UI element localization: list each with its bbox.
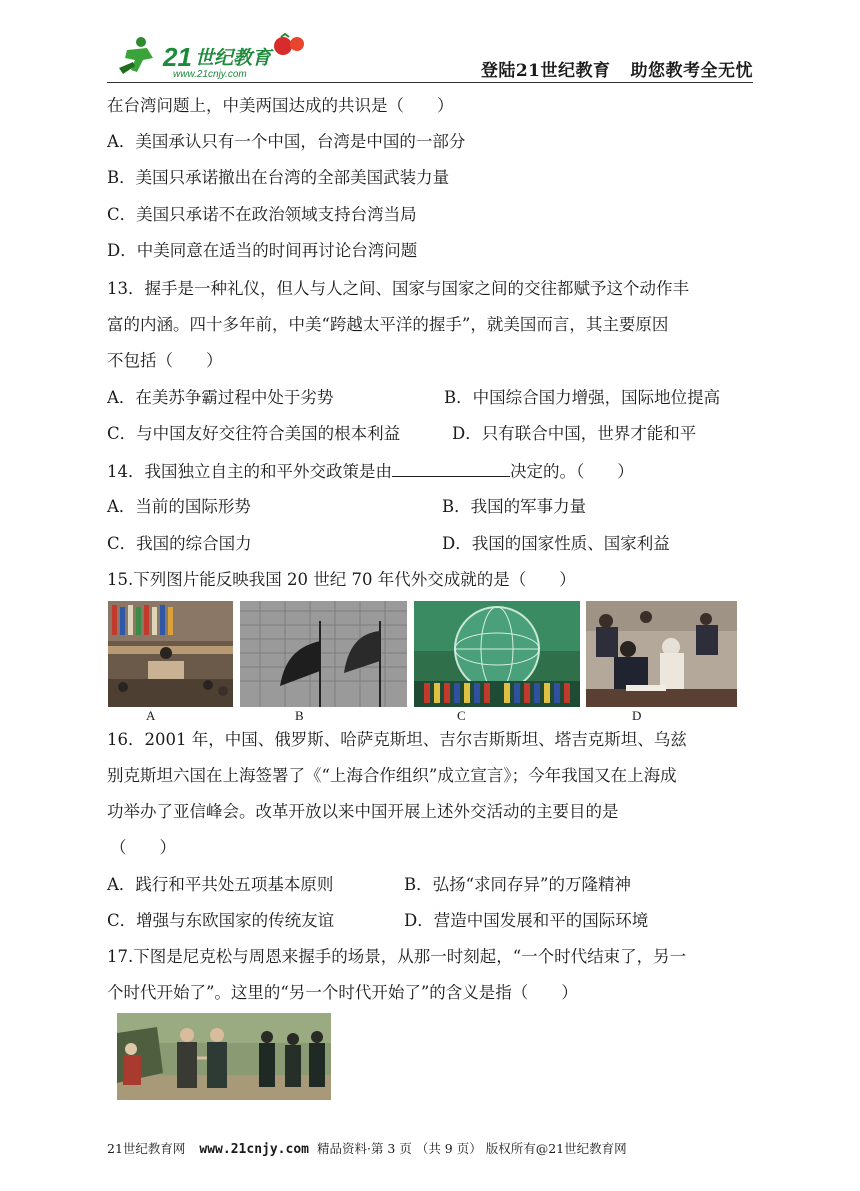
q12-option-c: C．美国只承诺不在政治领域支持台湾当局 [107,205,417,224]
footer-url-link[interactable]: www.21cnjy.com [199,1142,309,1157]
photo-caption-a: A [146,708,156,723]
q13-stem-line3: 不包括（ ） [107,351,223,370]
slogan-left: 登陆21世纪教育 [480,61,611,81]
q14-option-c: C．我国的综合国力 [107,534,252,553]
svg-text:世纪教育: 世纪教育 [195,47,272,69]
q14-stem-before: 14．我国独立自主的和平外交政策是由 [107,462,392,481]
q16-stem-line4: （ ） [110,838,176,857]
header-slogan [461,56,753,81]
footer-site-name: 21世纪教育网 [107,1141,186,1156]
slogan-right: 助您教考全无忧 [630,61,753,81]
q13-option-d: D．只有联合中国，世界才能和平 [452,424,697,443]
q12-stem: 在台湾问题上，中美两国达成的共识是（ ） [107,96,454,115]
q14-stem [107,460,634,483]
photo-nixon-zhou-handshake [117,1013,331,1100]
site-logo [113,32,313,80]
q14-option-a: A．当前的国际形势 [107,497,251,516]
q14-answer-blank[interactable] [392,460,510,477]
page-header [107,30,753,82]
q16-option-b: B．弘扬“求同存异”的万隆精神 [404,875,631,894]
q16-option-c: C．增强与东欧国家的传统友谊 [107,911,335,930]
running-figure-icon [119,37,153,74]
footer-page-info: 精品资料·第 3 页 （共 9 页） 版权所有@21世纪教育网 [316,1141,627,1156]
q12-option-d: D．中美同意在适当的时间再讨论台湾问题 [107,241,418,260]
q15-stem: 15.下列图片能反映我国 20 世纪 70 年代外交成就的是（ ） [107,570,576,589]
photo-caption-c: C [457,708,466,723]
page-footer [107,1139,627,1157]
q13-option-c: C．与中国友好交往符合美国的根本利益 [107,424,401,443]
q16-option-d: D．营造中国发展和平的国际环境 [404,911,649,930]
q13-stem-line2: 富的内涵。四十多年前，中美“跨越太平洋的握手”，就美国而言，其主要原因 [107,315,669,334]
q16-stem-line2: 别克斯坦六国在上海签署了《“上海合作组织”成立宣言》；今年我国又在上海成 [107,766,677,785]
photo-b-flags [240,601,407,707]
q14-option-b: B．我国的军事力量 [442,497,587,516]
photo-caption-b: B [295,708,304,723]
q13-option-b: B．中国综合国力增强，国际地位提高 [444,388,721,407]
q17-stem-line1: 17.下图是尼克松与周恩来握手的场景，从那一时刻起，“一个时代结束了，另一 [107,947,687,966]
q12-option-b: B．美国只承诺撤出在台湾的全部美国武装力量 [107,168,450,187]
q14-stem-after: 决定的。（ ） [510,462,634,481]
q17-stem-line2: 个时代开始了”。这里的“另一个时代开始了”的含义是指（ ） [107,983,578,1002]
photo-d-signing [586,601,737,707]
photo-c-summit [414,601,580,707]
q16-stem-line1: 16．2001 年，中国、俄罗斯、哈萨克斯坦、吉尔吉斯斯坦、塔吉克斯坦、乌兹 [107,730,687,749]
photo-caption-d: D [632,708,642,723]
q12-option-a: A．美国承认只有一个中国，台湾是中国的一部分 [107,132,466,151]
q13-stem-line1: 13．握手是一种礼仪，但人与人之间、国家与国家之间的交往都赋予这个动作丰 [107,279,689,298]
q13-option-a: A．在美苏争霸过程中处于劣势 [107,388,334,407]
q16-stem-line3: 功举办了亚信峰会。改革开放以来中国开展上述外交活动的主要目的是 [107,802,619,821]
photo-a-un-assembly [108,601,233,707]
q14-option-d: D．我国的国家性质、国家利益 [442,534,670,553]
q16-option-a: A．践行和平共处五项基本原则 [107,875,334,894]
svg-text:www.21cnjy.com: www.21cnjy.com [173,69,247,80]
svg-text:21: 21 [163,42,192,72]
header-divider [107,82,753,83]
